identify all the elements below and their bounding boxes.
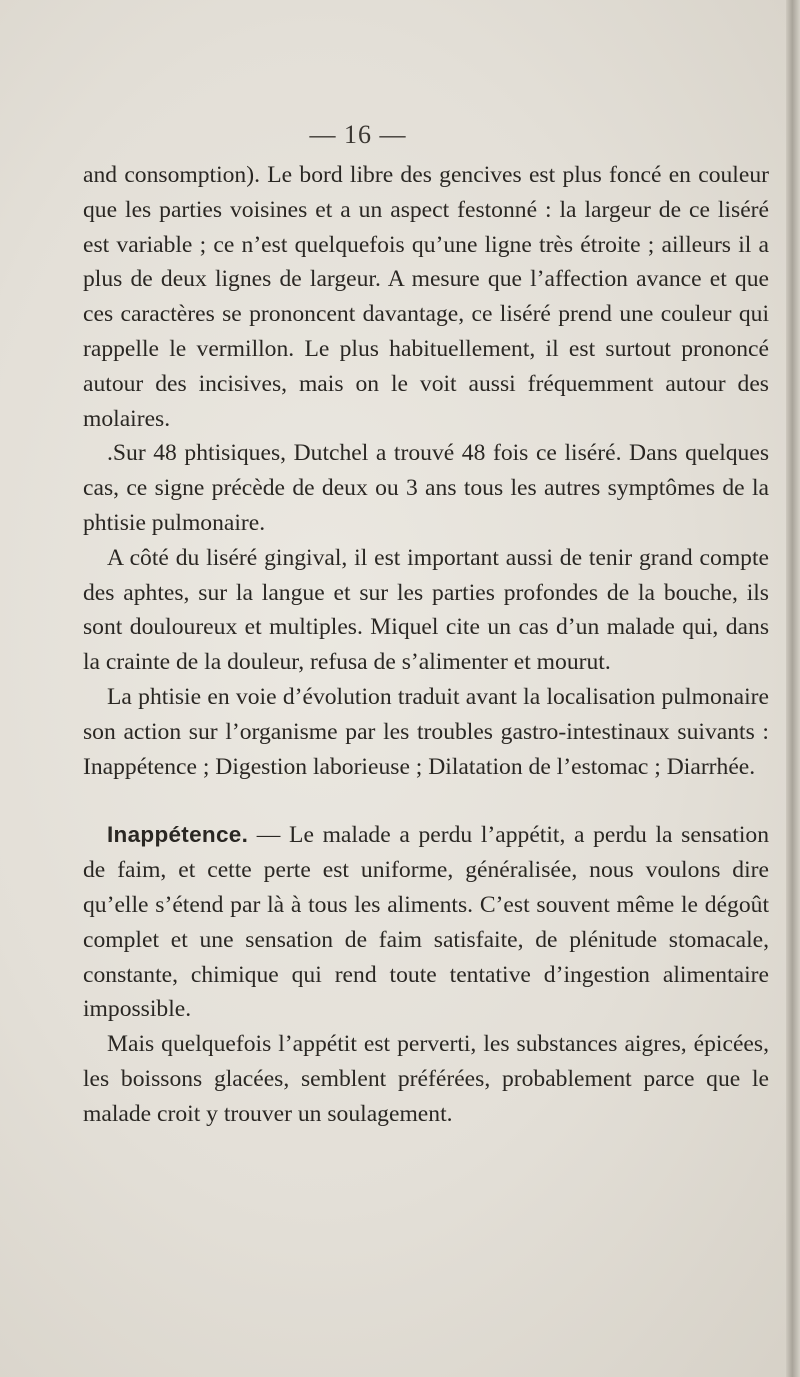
paragraph-inappetence (83, 818, 769, 1027)
paragraph-troubles: La phtisie en voie d’évolution traduit avant la localisation pulmonaire son action sur l’organisme par les troubles gastro-intestinaux suivants : Inappétence ; Digestion laborieuse ; Dilatation de l’estomac ; Diarrhée. (83, 683, 769, 780)
page-number: — 16 — (309, 120, 407, 149)
paragraph-continuation: and consomption). Le bord libre des gencives est plus foncé en couleur que les parties voisines et a un aspect festonné : la largeur de ce liséré est variable ; ce n’est quelquefois qu’une ligne très étroite ; ailleurs il a plus de deux lignes de largeur. A mesure que l’affection avance et que ces caractères se prononcent davantage, ce liséré prend une couleur qui rappelle le vermillon. Le plus habituellement, il est surtout prononcé autour des incisives, mais on le voit aussi fréquemment autour des molaires. (83, 162, 769, 432)
paragraph-aphtes: A côté du liséré gingival, il est important aussi de tenir grand compte des aphtes, sur la langue et sur les parties profondes de la bouche, ils sont douloureux et multiples. Miquel cite un cas d’un malade qui, dans la crainte de la douleur, refusa de s’alimenter et mourut. (83, 544, 769, 676)
paragraph-appetit-perverti: Mais quelquefois l’appétit est perverti, les substances aigres, épicées, les boissons glacées, semblent préférées, probablement parce que le malade croit y trouver un soulagement. (83, 1031, 769, 1127)
paragraph-dutchel: .Sur 48 phtisiques, Dutchel a trouvé 48 fois ce liséré. Dans quelques cas, ce signe précède de deux ou 3 ans tous les autres symptômes de la phtisie pulmonaire. (83, 440, 769, 536)
page-binding-edge (786, 0, 800, 1377)
section-heading: Inappétence. (107, 822, 249, 848)
section-lead-text: — Le malade a perdu l’appétit, a perdu la sensation de faim, et cette perte est uniforme, généralisée, nous voulons dire qu’elle s’étend par là à tous les aliments. C’est souvent même le dégoût complet et une sensation de faim satisfaite, de plénitude stomacale, constante, chimique qui rend toute tentative d’ingestion alimentaire impossible. (83, 822, 769, 1023)
body-text (83, 158, 769, 1132)
